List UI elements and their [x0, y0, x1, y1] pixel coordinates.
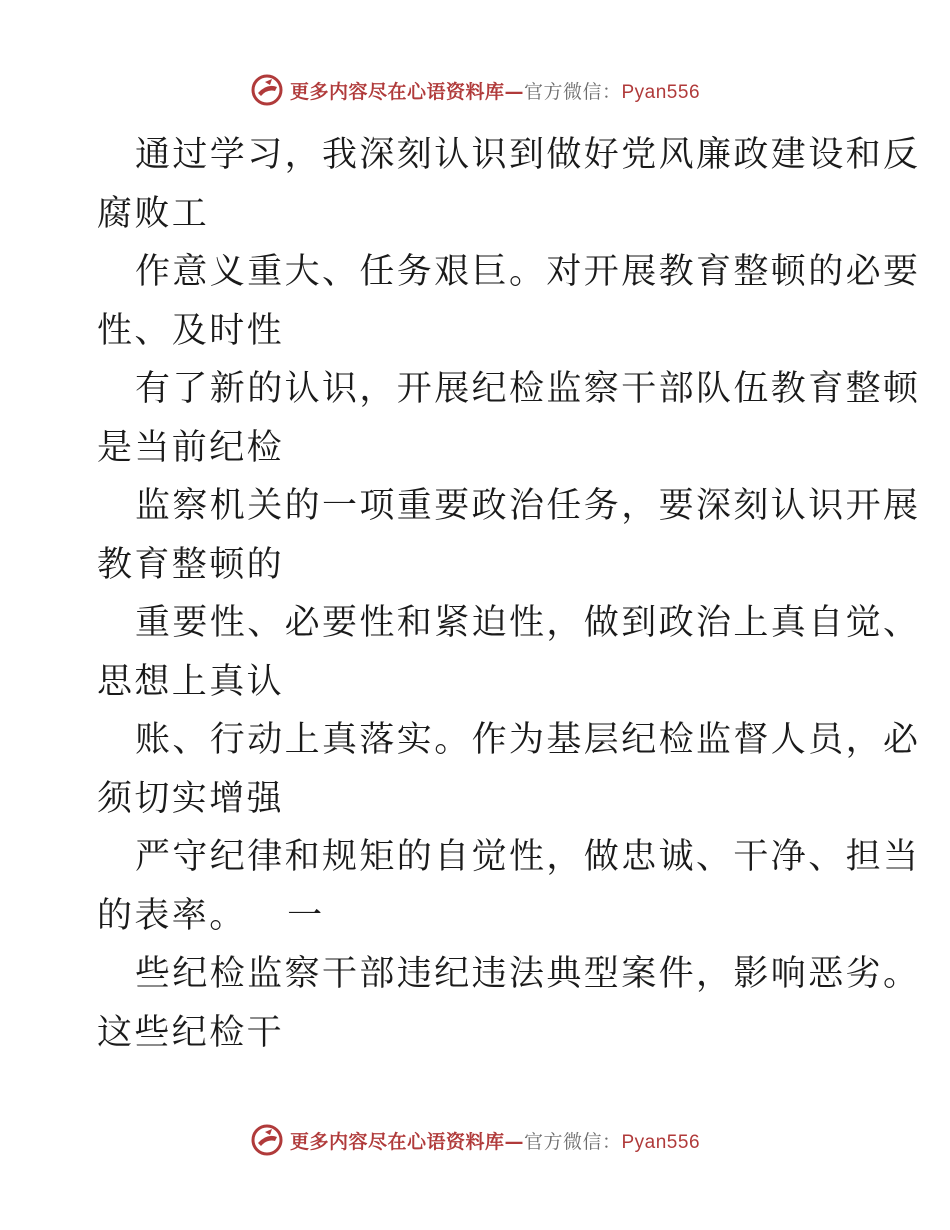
text-line: 有了新的认识，开展纪检监察干部队伍教育整顿: [135, 369, 921, 409]
banner-text: [290, 1127, 700, 1154]
text-line: 须切实增强: [97, 778, 285, 819]
wechat-label: 官方微信：: [523, 1130, 622, 1153]
wechat-id: Pyan556: [621, 81, 701, 103]
book-logo-icon: [250, 73, 284, 107]
text-line: 的表率。 一: [97, 895, 325, 936]
banner-dash: —: [504, 1130, 524, 1153]
text-line: 些纪检监察干部违纪违法典型案件，影响恶劣。: [135, 954, 921, 994]
text-line: 作意义重大、任务艰巨。对开展教育整顿的必要: [135, 252, 921, 292]
text-line: 教育整顿的: [97, 544, 285, 585]
document-body: [97, 126, 921, 1062]
text-line: 严守纪律和规矩的自觉性，做忠诚、干净、担当: [135, 837, 921, 877]
text-line: 这些纪检干: [97, 1012, 285, 1053]
text-line: 思想上真认: [97, 661, 285, 702]
banner-main-text: 更多内容尽在心语资料库: [289, 80, 505, 103]
text-line: 是当前纪检: [97, 427, 285, 468]
text-line: 重要性、必要性和紧迫性，做到政治上真自觉、: [135, 603, 921, 643]
wechat-id: Pyan556: [621, 1131, 701, 1153]
wechat-label: 官方微信：: [523, 80, 622, 103]
banner-main-text: 更多内容尽在心语资料库: [289, 1130, 505, 1153]
banner-dash: —: [504, 80, 524, 103]
text-line: 性、及时性: [97, 310, 285, 351]
footer-banner: [0, 1120, 950, 1160]
banner-text: [290, 77, 700, 104]
text-line: 通过学习，我深刻认识到做好党风廉政建设和反: [135, 135, 921, 175]
book-logo-icon: [250, 1123, 284, 1157]
header-banner: [0, 70, 950, 110]
text-line: 监察机关的一项重要政治任务，要深刻认识开展: [135, 486, 921, 526]
text-line: 腐败工: [97, 193, 210, 234]
text-line: 账、行动上真落实。作为基层纪检监督人员，必: [135, 720, 921, 760]
